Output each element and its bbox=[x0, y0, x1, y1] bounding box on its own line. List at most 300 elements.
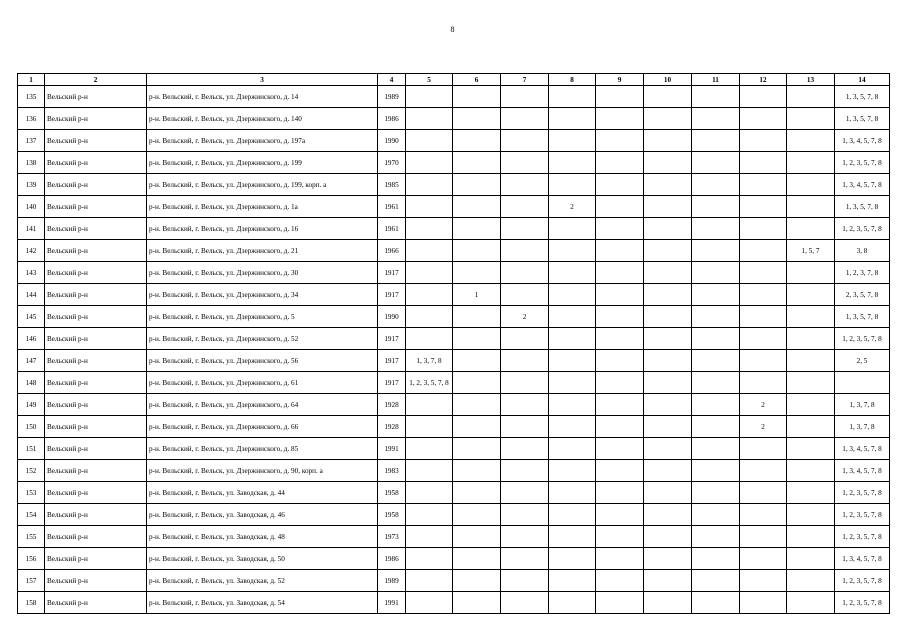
col8-cell bbox=[549, 86, 596, 108]
col7-cell bbox=[501, 174, 549, 196]
col10-cell bbox=[644, 416, 692, 438]
col7-cell bbox=[501, 284, 549, 306]
col12-cell bbox=[740, 350, 787, 372]
row-number-cell: 148 bbox=[18, 372, 45, 394]
col7-cell bbox=[501, 350, 549, 372]
year-cell: 1983 bbox=[378, 460, 406, 482]
col7-cell bbox=[501, 548, 549, 570]
col14-cell: 1, 3, 5, 7, 8 bbox=[835, 86, 890, 108]
table-row bbox=[18, 350, 890, 372]
col9-cell bbox=[596, 86, 644, 108]
col12-cell bbox=[740, 174, 787, 196]
address-cell: р-н. Вельский, г. Вельск, ул. Дзержинского, д. 90, корп. а bbox=[147, 460, 378, 482]
col13-cell bbox=[787, 218, 835, 240]
col7-cell bbox=[501, 108, 549, 130]
col9-cell bbox=[596, 328, 644, 350]
col7-cell: 2 bbox=[501, 306, 549, 328]
col6-cell bbox=[453, 548, 501, 570]
col13-cell bbox=[787, 394, 835, 416]
col11-cell bbox=[692, 306, 740, 328]
col11-cell bbox=[692, 86, 740, 108]
col8-cell bbox=[549, 174, 596, 196]
col13-cell bbox=[787, 86, 835, 108]
district-cell: Вельский р-н bbox=[45, 482, 147, 504]
col8-cell bbox=[549, 504, 596, 526]
col5-cell: 1, 2, 3, 5, 7, 8 bbox=[406, 372, 453, 394]
col6-cell bbox=[453, 394, 501, 416]
col9-cell bbox=[596, 592, 644, 614]
address-cell: р-н. Вельский, г. Вельск, ул. Заводская, д. 44 bbox=[147, 482, 378, 504]
district-cell: Вельский р-н bbox=[45, 306, 147, 328]
col6-cell bbox=[453, 306, 501, 328]
col13-cell bbox=[787, 262, 835, 284]
district-cell: Вельский р-н bbox=[45, 416, 147, 438]
year-cell: 1928 bbox=[378, 416, 406, 438]
col9-cell bbox=[596, 460, 644, 482]
col9-cell bbox=[596, 196, 644, 218]
col7-cell bbox=[501, 394, 549, 416]
table-row bbox=[18, 152, 890, 174]
col11-cell bbox=[692, 592, 740, 614]
column-header-4: 4 bbox=[378, 74, 406, 86]
col7-cell bbox=[501, 592, 549, 614]
column-header-3: 3 bbox=[147, 74, 378, 86]
col13-cell bbox=[787, 152, 835, 174]
col8-cell bbox=[549, 394, 596, 416]
row-number-cell: 152 bbox=[18, 460, 45, 482]
col5-cell bbox=[406, 438, 453, 460]
col14-cell: 1, 2, 3, 5, 7, 8 bbox=[835, 482, 890, 504]
col11-cell bbox=[692, 174, 740, 196]
col14-cell: 1, 2, 3, 7, 8 bbox=[835, 262, 890, 284]
table-row bbox=[18, 306, 890, 328]
col14-cell: 1, 2, 3, 5, 7, 8 bbox=[835, 218, 890, 240]
col8-cell bbox=[549, 284, 596, 306]
col12-cell bbox=[740, 306, 787, 328]
address-cell: р-н. Вельский, г. Вельск, ул. Дзержинского, д. 199, корп. а bbox=[147, 174, 378, 196]
col11-cell bbox=[692, 130, 740, 152]
year-cell: 1991 bbox=[378, 592, 406, 614]
row-number-cell: 151 bbox=[18, 438, 45, 460]
col12-cell bbox=[740, 218, 787, 240]
year-cell: 1990 bbox=[378, 130, 406, 152]
col7-cell bbox=[501, 504, 549, 526]
row-number-cell: 155 bbox=[18, 526, 45, 548]
col6-cell bbox=[453, 328, 501, 350]
column-header-5: 5 bbox=[406, 74, 453, 86]
col12-cell bbox=[740, 570, 787, 592]
district-cell: Вельский р-н bbox=[45, 174, 147, 196]
year-cell: 1989 bbox=[378, 86, 406, 108]
col9-cell bbox=[596, 548, 644, 570]
district-cell: Вельский р-н bbox=[45, 328, 147, 350]
address-cell: р-н. Вельский, г. Вельск, ул. Дзержинского, д. 16 bbox=[147, 218, 378, 240]
row-number-cell: 157 bbox=[18, 570, 45, 592]
col12-cell bbox=[740, 108, 787, 130]
col10-cell bbox=[644, 438, 692, 460]
district-cell: Вельский р-н bbox=[45, 460, 147, 482]
address-cell: р-н. Вельский, г. Вельск, ул. Дзержинского, д. 61 bbox=[147, 372, 378, 394]
col13-cell bbox=[787, 526, 835, 548]
col12-cell bbox=[740, 548, 787, 570]
year-cell: 1917 bbox=[378, 262, 406, 284]
col14-cell: 1, 2, 3, 5, 7, 8 bbox=[835, 592, 890, 614]
table-row bbox=[18, 592, 890, 614]
col10-cell bbox=[644, 394, 692, 416]
col8-cell bbox=[549, 548, 596, 570]
col13-cell bbox=[787, 350, 835, 372]
col5-cell bbox=[406, 394, 453, 416]
address-cell: р-н. Вельский, г. Вельск, ул. Заводская, д. 50 bbox=[147, 548, 378, 570]
column-header-9: 9 bbox=[596, 74, 644, 86]
table-row bbox=[18, 460, 890, 482]
housing-registry-table bbox=[17, 73, 890, 614]
col9-cell bbox=[596, 306, 644, 328]
col13-cell bbox=[787, 108, 835, 130]
col14-cell: 1, 3, 4, 5, 7, 8 bbox=[835, 460, 890, 482]
col12-cell bbox=[740, 284, 787, 306]
column-header-12: 12 bbox=[740, 74, 787, 86]
year-cell: 1961 bbox=[378, 196, 406, 218]
row-number-cell: 146 bbox=[18, 328, 45, 350]
year-cell: 1917 bbox=[378, 350, 406, 372]
address-cell: р-н. Вельский, г. Вельск, ул. Дзержинского, д. 14 bbox=[147, 86, 378, 108]
col6-cell bbox=[453, 592, 501, 614]
column-header-6: 6 bbox=[453, 74, 501, 86]
row-number-cell: 149 bbox=[18, 394, 45, 416]
year-cell: 1989 bbox=[378, 570, 406, 592]
col13-cell bbox=[787, 306, 835, 328]
col12-cell: 2 bbox=[740, 394, 787, 416]
year-cell: 1966 bbox=[378, 240, 406, 262]
col9-cell bbox=[596, 570, 644, 592]
col9-cell bbox=[596, 416, 644, 438]
address-cell: р-н. Вельский, г. Вельск, ул. Дзержинского, д. 1а bbox=[147, 196, 378, 218]
col7-cell bbox=[501, 372, 549, 394]
col5-cell bbox=[406, 328, 453, 350]
col6-cell bbox=[453, 130, 501, 152]
col10-cell bbox=[644, 350, 692, 372]
col6-cell bbox=[453, 526, 501, 548]
col6-cell bbox=[453, 174, 501, 196]
col5-cell bbox=[406, 218, 453, 240]
col13-cell bbox=[787, 196, 835, 218]
col14-cell: 1, 2, 3, 5, 7, 8 bbox=[835, 152, 890, 174]
row-number-cell: 139 bbox=[18, 174, 45, 196]
col12-cell bbox=[740, 504, 787, 526]
col5-cell bbox=[406, 284, 453, 306]
col11-cell bbox=[692, 218, 740, 240]
col5-cell bbox=[406, 548, 453, 570]
address-cell: р-н. Вельский, г. Вельск, ул. Заводская, д. 48 bbox=[147, 526, 378, 548]
district-cell: Вельский р-н bbox=[45, 526, 147, 548]
row-number-cell: 143 bbox=[18, 262, 45, 284]
col7-cell bbox=[501, 416, 549, 438]
col7-cell bbox=[501, 262, 549, 284]
col5-cell bbox=[406, 570, 453, 592]
col12-cell bbox=[740, 592, 787, 614]
col6-cell bbox=[453, 482, 501, 504]
column-header-13: 13 bbox=[787, 74, 835, 86]
table-row bbox=[18, 262, 890, 284]
row-number-cell: 153 bbox=[18, 482, 45, 504]
col14-cell: 1, 3, 4, 5, 7, 8 bbox=[835, 548, 890, 570]
col11-cell bbox=[692, 438, 740, 460]
col13-cell bbox=[787, 504, 835, 526]
col11-cell bbox=[692, 570, 740, 592]
address-cell: р-н. Вельский, г. Вельск, ул. Заводская, д. 54 bbox=[147, 592, 378, 614]
table-row bbox=[18, 174, 890, 196]
column-header-11: 11 bbox=[692, 74, 740, 86]
row-number-cell: 144 bbox=[18, 284, 45, 306]
col8-cell bbox=[549, 328, 596, 350]
col10-cell bbox=[644, 152, 692, 174]
header-row bbox=[18, 74, 890, 86]
row-number-cell: 141 bbox=[18, 218, 45, 240]
year-cell: 1961 bbox=[378, 218, 406, 240]
row-number-cell: 158 bbox=[18, 592, 45, 614]
col14-cell: 3, 8 bbox=[835, 240, 890, 262]
col14-cell: 1, 3, 5, 7, 8 bbox=[835, 108, 890, 130]
year-cell: 1986 bbox=[378, 108, 406, 130]
col7-cell bbox=[501, 152, 549, 174]
year-cell: 1928 bbox=[378, 394, 406, 416]
col8-cell bbox=[549, 152, 596, 174]
col9-cell bbox=[596, 350, 644, 372]
col10-cell bbox=[644, 218, 692, 240]
col6-cell bbox=[453, 570, 501, 592]
table-row bbox=[18, 570, 890, 592]
col9-cell bbox=[596, 130, 644, 152]
col6-cell bbox=[453, 108, 501, 130]
col10-cell bbox=[644, 570, 692, 592]
col14-cell: 1, 3, 4, 5, 7, 8 bbox=[835, 438, 890, 460]
column-header-2: 2 bbox=[45, 74, 147, 86]
table-row bbox=[18, 372, 890, 394]
col6-cell bbox=[453, 504, 501, 526]
col9-cell bbox=[596, 240, 644, 262]
col12-cell bbox=[740, 460, 787, 482]
col7-cell bbox=[501, 196, 549, 218]
col12-cell bbox=[740, 262, 787, 284]
col11-cell bbox=[692, 548, 740, 570]
col6-cell bbox=[453, 240, 501, 262]
year-cell: 1958 bbox=[378, 482, 406, 504]
column-header-1: 1 bbox=[18, 74, 45, 86]
col11-cell bbox=[692, 328, 740, 350]
district-cell: Вельский р-н bbox=[45, 570, 147, 592]
table-row bbox=[18, 416, 890, 438]
address-cell: р-н. Вельский, г. Вельск, ул. Дзержинского, д. 85 bbox=[147, 438, 378, 460]
col12-cell bbox=[740, 372, 787, 394]
col5-cell bbox=[406, 262, 453, 284]
col6-cell bbox=[453, 416, 501, 438]
row-number-cell: 154 bbox=[18, 504, 45, 526]
col13-cell bbox=[787, 372, 835, 394]
district-cell: Вельский р-н bbox=[45, 394, 147, 416]
address-cell: р-н. Вельский, г. Вельск, ул. Заводская, д. 46 bbox=[147, 504, 378, 526]
col6-cell bbox=[453, 86, 501, 108]
col8-cell bbox=[549, 592, 596, 614]
col6-cell bbox=[453, 218, 501, 240]
col5-cell bbox=[406, 196, 453, 218]
col7-cell bbox=[501, 460, 549, 482]
col11-cell bbox=[692, 108, 740, 130]
row-number-cell: 147 bbox=[18, 350, 45, 372]
col11-cell bbox=[692, 504, 740, 526]
col9-cell bbox=[596, 482, 644, 504]
col13-cell bbox=[787, 416, 835, 438]
col11-cell bbox=[692, 262, 740, 284]
col14-cell: 1, 2, 3, 5, 7, 8 bbox=[835, 570, 890, 592]
col8-cell bbox=[549, 372, 596, 394]
col10-cell bbox=[644, 328, 692, 350]
table-row bbox=[18, 438, 890, 460]
col7-cell bbox=[501, 240, 549, 262]
address-cell: р-н. Вельский, г. Вельск, ул. Дзержинского, д. 52 bbox=[147, 328, 378, 350]
address-cell: р-н. Вельский, г. Вельск, ул. Дзержинского, д. 199 bbox=[147, 152, 378, 174]
col13-cell bbox=[787, 328, 835, 350]
district-cell: Вельский р-н bbox=[45, 350, 147, 372]
row-number-cell: 138 bbox=[18, 152, 45, 174]
col8-cell bbox=[549, 130, 596, 152]
col14-cell: 1, 3, 4, 5, 7, 8 bbox=[835, 174, 890, 196]
col9-cell bbox=[596, 284, 644, 306]
row-number-cell: 156 bbox=[18, 548, 45, 570]
col5-cell bbox=[406, 130, 453, 152]
col9-cell bbox=[596, 262, 644, 284]
table-row bbox=[18, 328, 890, 350]
table-row bbox=[18, 196, 890, 218]
col11-cell bbox=[692, 460, 740, 482]
address-cell: р-н. Вельский, г. Вельск, ул. Дзержинского, д. 197а bbox=[147, 130, 378, 152]
col13-cell bbox=[787, 482, 835, 504]
col9-cell bbox=[596, 394, 644, 416]
district-cell: Вельский р-н bbox=[45, 108, 147, 130]
district-cell: Вельский р-н bbox=[45, 372, 147, 394]
col10-cell bbox=[644, 372, 692, 394]
col11-cell bbox=[692, 196, 740, 218]
col14-cell: 1, 2, 3, 5, 7, 8 bbox=[835, 504, 890, 526]
row-number-cell: 150 bbox=[18, 416, 45, 438]
col5-cell bbox=[406, 460, 453, 482]
col14-cell: 2, 3, 5, 7, 8 bbox=[835, 284, 890, 306]
col10-cell bbox=[644, 526, 692, 548]
year-cell: 1986 bbox=[378, 548, 406, 570]
col12-cell bbox=[740, 86, 787, 108]
col9-cell bbox=[596, 152, 644, 174]
year-cell: 1917 bbox=[378, 372, 406, 394]
col11-cell bbox=[692, 482, 740, 504]
address-cell: р-н. Вельский, г. Вельск, ул. Дзержинского, д. 64 bbox=[147, 394, 378, 416]
col7-cell bbox=[501, 438, 549, 460]
district-cell: Вельский р-н bbox=[45, 504, 147, 526]
col6-cell bbox=[453, 372, 501, 394]
col8-cell bbox=[549, 306, 596, 328]
col14-cell: 1, 2, 3, 5, 7, 8 bbox=[835, 328, 890, 350]
col5-cell bbox=[406, 416, 453, 438]
col8-cell bbox=[549, 108, 596, 130]
col8-cell bbox=[549, 262, 596, 284]
table-row bbox=[18, 482, 890, 504]
col11-cell bbox=[692, 372, 740, 394]
col9-cell bbox=[596, 218, 644, 240]
col8-cell bbox=[549, 438, 596, 460]
col11-cell bbox=[692, 416, 740, 438]
col5-cell bbox=[406, 152, 453, 174]
col12-cell: 2 bbox=[740, 416, 787, 438]
col13-cell bbox=[787, 130, 835, 152]
col10-cell bbox=[644, 504, 692, 526]
col12-cell bbox=[740, 130, 787, 152]
district-cell: Вельский р-н bbox=[45, 196, 147, 218]
table-row bbox=[18, 504, 890, 526]
col7-cell bbox=[501, 328, 549, 350]
row-number-cell: 140 bbox=[18, 196, 45, 218]
col6-cell bbox=[453, 438, 501, 460]
column-header-7: 7 bbox=[501, 74, 549, 86]
col13-cell bbox=[787, 284, 835, 306]
col13-cell bbox=[787, 174, 835, 196]
col12-cell bbox=[740, 152, 787, 174]
col9-cell bbox=[596, 174, 644, 196]
col8-cell bbox=[549, 570, 596, 592]
year-cell: 1970 bbox=[378, 152, 406, 174]
col7-cell bbox=[501, 570, 549, 592]
row-number-cell: 137 bbox=[18, 130, 45, 152]
col8-cell bbox=[549, 218, 596, 240]
district-cell: Вельский р-н bbox=[45, 284, 147, 306]
col8-cell bbox=[549, 482, 596, 504]
address-cell: р-н. Вельский, г. Вельск, ул. Дзержинского, д. 21 bbox=[147, 240, 378, 262]
col11-cell bbox=[692, 394, 740, 416]
col5-cell: 1, 3, 7, 8 bbox=[406, 350, 453, 372]
col6-cell bbox=[453, 262, 501, 284]
col5-cell bbox=[406, 108, 453, 130]
col7-cell bbox=[501, 526, 549, 548]
year-cell: 1991 bbox=[378, 438, 406, 460]
year-cell: 1958 bbox=[378, 504, 406, 526]
district-cell: Вельский р-н bbox=[45, 592, 147, 614]
year-cell: 1917 bbox=[378, 328, 406, 350]
col10-cell bbox=[644, 284, 692, 306]
col5-cell bbox=[406, 86, 453, 108]
district-cell: Вельский р-н bbox=[45, 438, 147, 460]
col7-cell bbox=[501, 482, 549, 504]
col13-cell bbox=[787, 460, 835, 482]
col11-cell bbox=[692, 240, 740, 262]
address-cell: р-н. Вельский, г. Вельск, ул. Дзержинского, д. 56 bbox=[147, 350, 378, 372]
column-header-14: 14 bbox=[835, 74, 890, 86]
col7-cell bbox=[501, 218, 549, 240]
table-row bbox=[18, 394, 890, 416]
column-header-8: 8 bbox=[549, 74, 596, 86]
col12-cell bbox=[740, 438, 787, 460]
row-number-cell: 135 bbox=[18, 86, 45, 108]
col6-cell bbox=[453, 196, 501, 218]
col13-cell bbox=[787, 438, 835, 460]
col7-cell bbox=[501, 86, 549, 108]
col12-cell bbox=[740, 482, 787, 504]
col13-cell: 1, 5, 7 bbox=[787, 240, 835, 262]
table-row bbox=[18, 240, 890, 262]
col14-cell: 1, 3, 5, 7, 8 bbox=[835, 196, 890, 218]
col14-cell: 1, 2, 3, 5, 7, 8 bbox=[835, 526, 890, 548]
address-cell: р-н. Вельский, г. Вельск, ул. Дзержинского, д. 34 bbox=[147, 284, 378, 306]
col9-cell bbox=[596, 372, 644, 394]
col5-cell bbox=[406, 592, 453, 614]
table-row bbox=[18, 284, 890, 306]
